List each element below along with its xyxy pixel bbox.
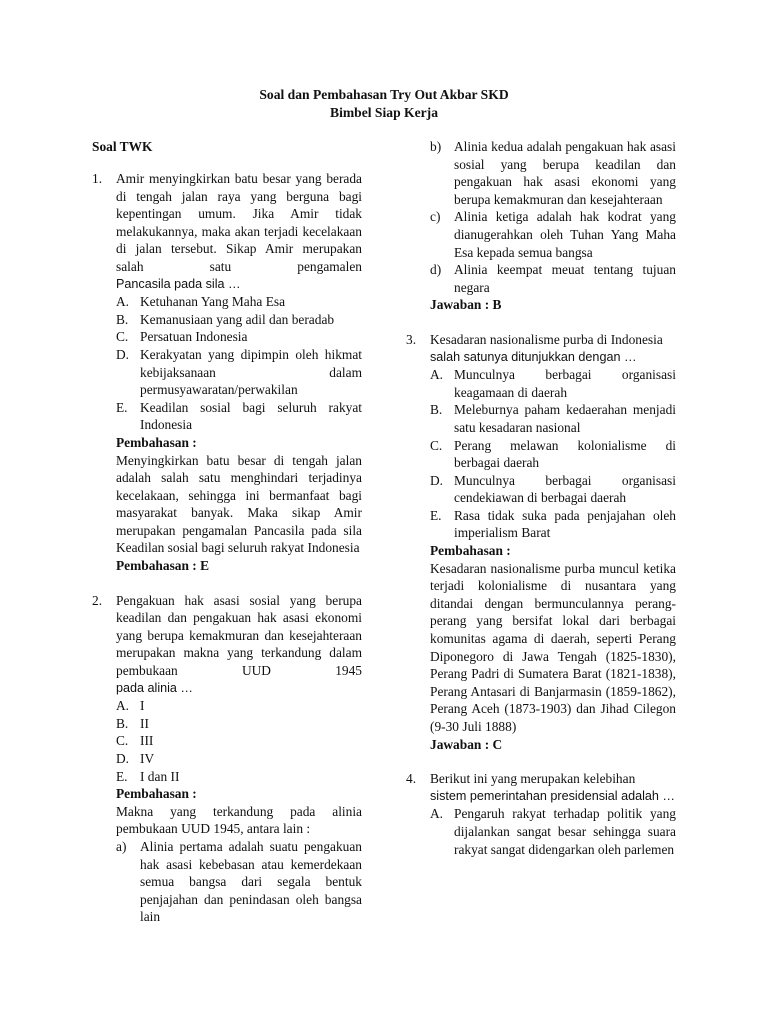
- option-c: [116, 732, 362, 750]
- question-text: Kesadaran nasionalisme purba di Indonesia: [430, 331, 663, 347]
- option-text: Meleburnya paham kedaerahan menjadi satu kesadaran nasional: [454, 402, 676, 435]
- option-text: I dan II: [140, 768, 180, 784]
- option-a: [116, 697, 362, 715]
- question-text-tail: salah satunya ditunjukkan dengan …: [430, 349, 637, 364]
- option-key: A.: [430, 367, 444, 383]
- option-text: Keadilan sosial bagi seluruh rakyat Indonesia: [140, 399, 362, 433]
- question-2: [92, 592, 362, 926]
- point-key: c): [430, 209, 441, 225]
- discussion-point-b: [430, 138, 676, 208]
- option-key: E.: [430, 507, 442, 523]
- option-text: Ketuhanan Yang Maha Esa: [140, 294, 286, 310]
- option-text: Munculnya berbagai organisasi cendekiawan di berbagai daerah: [454, 472, 676, 506]
- option-key: A.: [116, 698, 130, 714]
- question-text: Berikut ini yang merupakan kelebihan: [430, 771, 636, 787]
- discussion-point-d: [430, 261, 676, 296]
- section-title: Soal TWK: [92, 139, 153, 154]
- discussion-text: Makna yang terkandung pada alinia pembukaan UUD 1945, antara lain :: [116, 803, 362, 837]
- option-b: [430, 401, 676, 436]
- question-text-tail: Pancasila pada sila …: [116, 276, 241, 291]
- option-text: Munculnya berbagai organisasi keagamaan di daerah: [454, 367, 676, 400]
- discussion-label: Pembahasan :: [116, 786, 197, 802]
- question-1: [92, 170, 362, 575]
- answer-label: Pembahasan : E: [116, 558, 210, 574]
- point-key: a): [116, 838, 127, 854]
- option-text: Kemanusiaan yang adil dan beradab: [140, 311, 335, 327]
- question-number: 4.: [406, 771, 417, 787]
- option-key: A.: [116, 294, 130, 310]
- option-text: Persatuan Indonesia: [140, 329, 248, 345]
- discussion-label: Pembahasan :: [430, 543, 511, 559]
- option-key: E.: [116, 399, 128, 415]
- option-key: D.: [116, 346, 130, 362]
- point-key: b): [430, 139, 442, 154]
- option-text: III: [140, 733, 154, 749]
- option-e: [116, 399, 362, 434]
- discussion-text: Kesadaran nasionalisme purba muncul ketika terjadi kolonialisme di nusantara yang ditandai dengan bermunculannya perang-perang yang bersifat lokal dari berbagai komunitas agama di daerah, seperti Perang Diponegoro di Jawa Tengah (1825-1830), Perang Padri di Sumatera Barat (1821-1838), Perang Antasari di Banjarmasin (1859-1862), Perang Aceh (1873-1903) dan Jihad Cilegon (9-30 Juli 1888): [430, 560, 676, 734]
- point-text: Alinia pertama adalah suatu pengakuan hak asasi kebebasan atau kemerdekaan semua bangsa dari segala bentuk penjajahan dan penindasan oleh bangsa lain: [140, 838, 362, 925]
- option-key: B.: [116, 715, 129, 731]
- option-a: [430, 805, 676, 858]
- question-number: 2.: [92, 592, 103, 608]
- question-text: Pengakuan hak asasi sosial yang berupa keadilan dan pengakuan hak asasi ekonomi yang berupa kemakmuran dan kesejahteraan merupakan makna yang terkandung dalam pembukaan UUD 1945: [116, 592, 362, 679]
- question-text-tail: pada alinia …: [116, 680, 194, 695]
- discussion-point-c: [430, 208, 676, 261]
- option-b: [116, 311, 362, 329]
- point-key: d): [430, 262, 442, 278]
- point-text: Alinia ketiga adalah hak kodrat yang dianugerahkan oleh Tuhan Yang Maha Esa kepada semua bangsa: [454, 209, 676, 260]
- option-key: B.: [430, 402, 443, 418]
- option-key: D.: [116, 751, 130, 766]
- option-text: Pengaruh rakyat terhadap politik yang dijalankan sangat besar sehingga suara rakyat sangat didengarkan oleh parlemen: [454, 806, 676, 857]
- left-column: [92, 138, 362, 926]
- question-3: [406, 331, 676, 753]
- option-d: [430, 472, 676, 507]
- option-c: [430, 437, 676, 472]
- option-b: [116, 715, 362, 733]
- option-e: [116, 768, 362, 786]
- option-key: E.: [116, 768, 128, 784]
- question-4: [406, 770, 676, 858]
- discussion-text: Menyingkirkan batu besar di tengah jalan adalah salah satu menghindari terjadinya kecelakaan, sehingga ini bermanfaat bagi masyarakat banyak. Maka sikap Amir merupakan pengamalan Pancasila pada sila Keadilan sosial bagi seluruh rakyat Indonesia: [116, 452, 362, 556]
- question-text-tail: sistem pemerintahan presidensial adalah …: [430, 788, 676, 803]
- option-text: IV: [140, 751, 155, 766]
- question-number: 3.: [406, 331, 417, 347]
- question-text: Amir menyingkirkan batu besar yang berada di tengah jalan raya yang berguna bagi kepentingan umum. Jika Amir tidak melakukannya, maka akan terjadi kecelakaan di jalan tersebut. Sikap Amir merupakan salah satu pengamalen: [116, 171, 362, 274]
- option-key: D.: [430, 472, 444, 488]
- question-number: 1.: [92, 171, 103, 186]
- document-title: Soal dan Pembahasan Try Out Akbar SKD: [259, 87, 509, 102]
- option-key: C.: [430, 437, 443, 453]
- option-e: [430, 507, 676, 542]
- option-text: Rasa tidak suka pada penjajahan oleh imperialism Barat: [454, 507, 676, 541]
- answer-label: Jawaban : C: [430, 736, 503, 752]
- option-key: A.: [430, 806, 444, 822]
- option-text: Kerakyatan yang dipimpin oleh hikmat kebijaksanaan dalam permusyawaratan/perwakilan: [140, 346, 362, 398]
- option-key: C.: [116, 329, 129, 345]
- option-d: [116, 750, 362, 768]
- option-a: [116, 293, 362, 311]
- option-key: C.: [116, 733, 129, 749]
- right-column: [406, 138, 676, 858]
- document-subtitle: Bimbel Siap Kerja: [330, 105, 438, 120]
- option-text: II: [140, 715, 149, 731]
- option-c: [116, 328, 362, 346]
- point-text: Alinia kedua adalah pengakuan hak asasi sosial yang berupa keadilan dan pengakuan hak asasi ekonomi yang berupa kemakmuran dan kesejahteraan: [454, 139, 676, 207]
- discussion-point-a: [116, 838, 362, 926]
- option-text: Perang melawan kolonialisme di berbagai daerah: [454, 437, 676, 471]
- option-d: [116, 346, 362, 399]
- document-header: [0, 86, 768, 122]
- question-2-continued: [406, 138, 676, 314]
- option-key: B.: [116, 311, 129, 327]
- point-text: Alinia keempat meuat tentang tujuan negara: [454, 262, 676, 295]
- discussion-label: Pembahasan :: [116, 434, 197, 450]
- option-a: [430, 366, 676, 401]
- answer-label: Jawaban : B: [430, 297, 502, 313]
- option-text: I: [140, 698, 145, 714]
